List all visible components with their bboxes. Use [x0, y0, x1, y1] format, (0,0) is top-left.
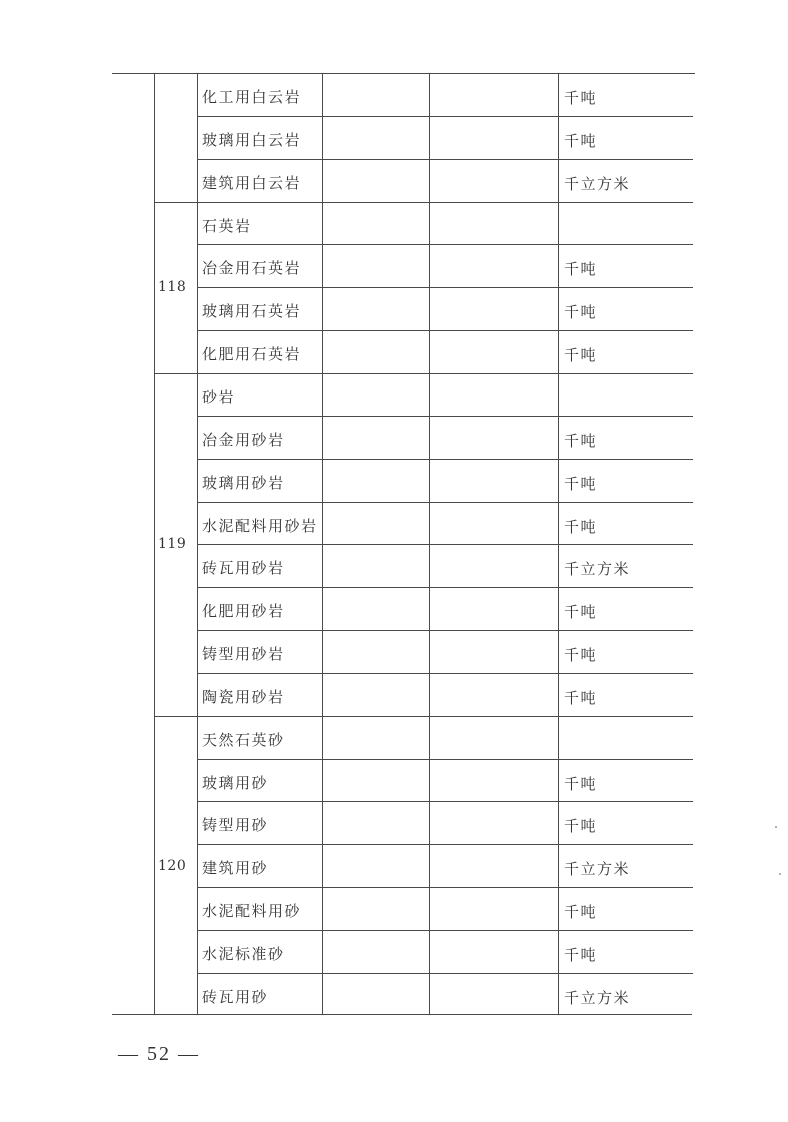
table-row-rule — [197, 287, 693, 288]
table-row-rule — [197, 116, 693, 117]
item-unit: 千立方米 — [564, 174, 631, 193]
item-name: 天然石英砂 — [202, 730, 285, 749]
item-unit: 千吨 — [564, 603, 598, 622]
item-name: 冶金用砂岩 — [202, 430, 285, 449]
table-row-rule — [197, 416, 693, 417]
table-row-rule — [197, 844, 693, 845]
table-top-rule — [112, 73, 695, 74]
table-row-rule — [197, 973, 693, 974]
item-unit: 千吨 — [564, 646, 598, 665]
item-unit: 千吨 — [564, 131, 598, 150]
table-row-rule — [197, 330, 693, 331]
item-name: 水泥配料用砂 — [202, 902, 302, 921]
item-unit: 千吨 — [564, 303, 598, 322]
group-number: 120 — [158, 857, 187, 874]
item-unit: 千吨 — [564, 260, 598, 279]
item-name: 化肥用砂岩 — [202, 602, 285, 621]
item-name: 玻璃用砂岩 — [202, 473, 285, 492]
item-unit: 千吨 — [564, 946, 598, 964]
item-unit: 千吨 — [564, 474, 598, 493]
table-row-rule — [197, 759, 693, 760]
group-number: 118 — [158, 279, 187, 296]
item-unit: 千立方米 — [564, 860, 631, 879]
table-row-rule — [197, 459, 693, 460]
item-name: 建筑用砂 — [202, 859, 269, 878]
item-name: 铸型用砂岩 — [202, 645, 285, 664]
table-row-rule — [197, 244, 693, 245]
table-row-rule — [197, 159, 693, 160]
item-name: 砖瓦用砂 — [202, 987, 269, 1006]
table-row-rule — [197, 801, 693, 802]
item-name: 玻璃用石英岩 — [202, 302, 302, 321]
item-unit: 千立方米 — [564, 560, 631, 579]
table-row-rule — [197, 502, 693, 503]
item-unit: 千吨 — [564, 89, 598, 107]
item-name: 化肥用石英岩 — [202, 345, 302, 364]
table-row-rule — [197, 630, 693, 631]
item-name: 玻璃用白云岩 — [202, 130, 302, 149]
item-name: 砂岩 — [202, 387, 236, 406]
table-row-rule — [154, 716, 693, 717]
item-name: 铸型用砂 — [202, 816, 269, 835]
item-name: 水泥标准砂 — [202, 945, 285, 963]
page-number: — 52 — — [118, 1043, 200, 1065]
table-column-rule — [154, 73, 155, 1014]
table-bottom-rule — [112, 1014, 692, 1015]
item-name: 建筑用白云岩 — [202, 173, 302, 192]
item-unit: 千吨 — [564, 346, 598, 365]
item-unit: 千吨 — [564, 817, 598, 836]
table-row-rule — [154, 202, 693, 203]
item-unit: 千立方米 — [564, 988, 631, 1007]
scan-speck — [779, 873, 781, 875]
item-name: 石英岩 — [202, 216, 252, 235]
item-unit: 千吨 — [564, 688, 598, 707]
item-name: 冶金用石英岩 — [202, 259, 302, 278]
item-unit: 千吨 — [564, 903, 598, 922]
scan-speck — [775, 826, 777, 828]
table-row-rule — [197, 673, 693, 674]
table-row-rule — [197, 887, 693, 888]
item-unit: 千吨 — [564, 431, 598, 450]
table-row-rule — [197, 930, 693, 931]
item-unit: 千吨 — [564, 517, 598, 536]
item-name: 陶瓷用砂岩 — [202, 687, 285, 706]
item-name: 化工用白云岩 — [202, 88, 302, 106]
item-name: 玻璃用砂 — [202, 773, 269, 792]
item-unit: 千吨 — [564, 774, 598, 793]
table-row-rule — [197, 544, 693, 545]
item-name: 水泥配料用砂岩 — [202, 516, 318, 535]
table-row-rule — [197, 587, 693, 588]
group-number: 119 — [158, 536, 187, 553]
table-row-rule — [154, 373, 693, 374]
item-name: 砖瓦用砂岩 — [202, 559, 285, 578]
